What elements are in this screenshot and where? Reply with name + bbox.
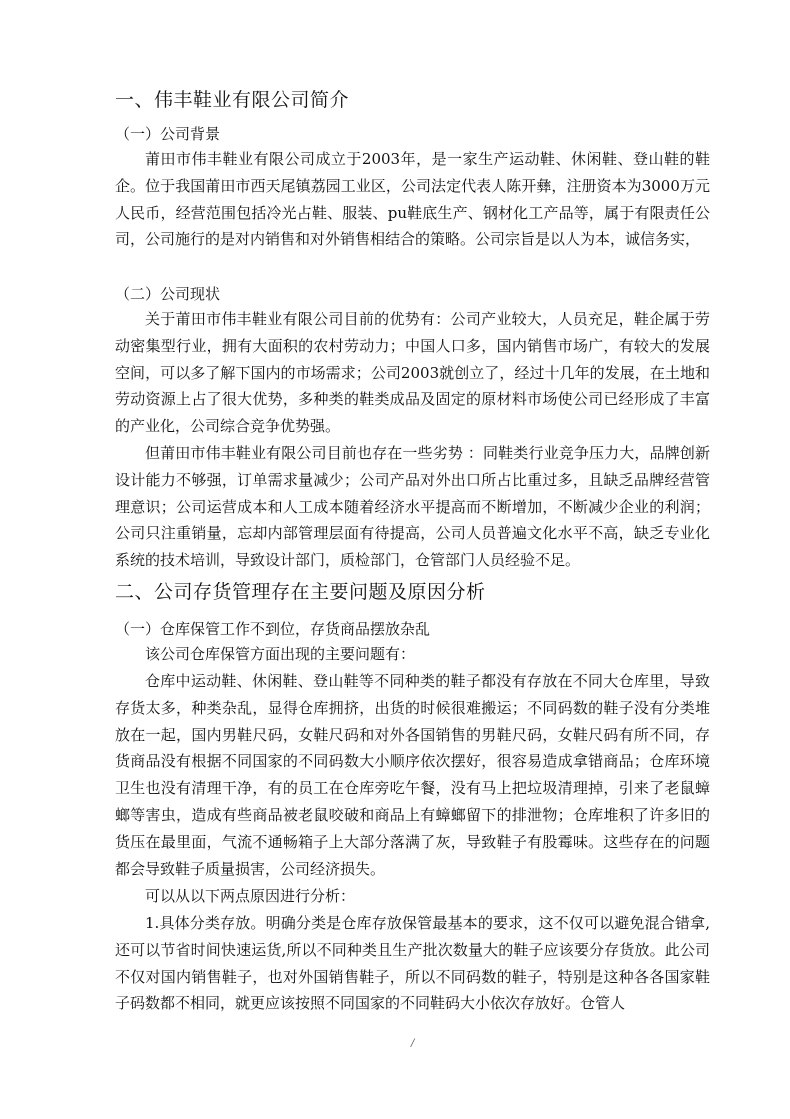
section-1-subheading-background: （一）公司背景	[115, 125, 221, 143]
section-2-heading: 二、公司存货管理存在主要问题及原因分析	[115, 581, 486, 603]
status-strengths-paragraph: 关于莆田市伟丰鞋业有限公司目前的优势有：公司产业较大，人员充足，鞋企属于劳动密集型行业，拥有大面积的农村劳动力；中国人口多，国内销售市场广，有较大的发展空间，可以多了解下国内的市场需求；公司2003就创立了，经过十几年的发展，在土地和劳动资源上占了很大优势，多种类的鞋类成品及固定的原材料市场使公司已经形成了丰富的产业化，公司综合竞争优势强。	[115, 310, 710, 436]
page-number-mark: /	[411, 1038, 415, 1049]
section-2-subheading-warehouse: （一）仓库保管工作不到位，存货商品摆放杂乱	[115, 620, 431, 638]
warehouse-intro-paragraph: 该公司仓库保管方面出现的主要问题有：	[145, 645, 416, 663]
background-paragraph: 莆田市伟丰鞋业有限公司成立于2003年，是一家生产运动鞋、休闲鞋、登山鞋的鞋企。位于我国莆田市西天尾镇荔园工业区，公司法定代表人陈开彝，注册资本为3000万元人民币，经营范围包括冷光占鞋、服装、pu鞋底生产、钢材化工产品等，属于有限责任公司，公司施行的是对内销售和对外销售相结合的策略。公司宗旨是以人为本，诚信务实，	[115, 150, 710, 249]
section-1-heading: 一、伟丰鞋业有限公司简介	[115, 89, 350, 111]
status-weaknesses-paragraph: 但莆田市伟丰鞋业有限公司目前也存在一些劣势 ：同鞋类行业竞争压力大，品牌创新设计能力不够强，订单需求量减少；公司产品对外出口所占比重过多，且缺乏品牌经营管理意识；公司运营成本和人工成本随着经济水平提高而不断增加，不断减少企业的利润；公司只注重销量，忘却内部管理层面有待提高，公司人员普遍文化水平不高，缺乏专业化系统的技术培训，导致设计部门，质检部门，仓管部门人员经验不足。	[115, 444, 710, 570]
warehouse-problems-paragraph: 仓库中运动鞋、休闲鞋、登山鞋等不同种类的鞋子都没有存放在不同大仓库里，导致存货太多，种类杂乱，显得仓库拥挤，出货的时候很难搬运；不同码数的鞋子没有分类堆放在一起，国内男鞋尺码，女鞋尺码和对外各国销售的男鞋尺码，女鞋尺码有所不同，存货商品没有根据不同国家的不同码数大小顺序依次摆好，很容易造成拿错商品；仓库环境卫生也没有清理干净，有的员工在仓库旁吃午餐，没有马上把垃圾清理掉，引来了老鼠蟑螂等害虫，造成有些商品被老鼠咬破和商品上有蟑螂留下的排泄物；仓库堆积了许多旧的货压在最里面，气流不通畅箱子上大部分落满了灰，导致鞋子有股霉味。这些存在的问题都会导致鞋子质量损害，公司经济损失。	[115, 672, 710, 878]
section-1-subheading-status: （二）公司现状	[115, 285, 221, 303]
analysis-intro-paragraph: 可以从以下两点原因进行分析：	[145, 887, 356, 905]
classification-paragraph: 1.具体分类存放。明确分类是仓库存放保管最基本的要求，这不仅可以避免混合错拿,还可以节省时间快速运货,所以不同种类且生产批次数量大的鞋子应该要分存货放。此公司不仅对国内销售鞋子，也对外国销售鞋子，所以不同码数的鞋子，特别是这种各各国家鞋子码数都不相同，就更应该按照不同国家的不同鞋码大小依次存放好。仓管人	[115, 914, 710, 1013]
